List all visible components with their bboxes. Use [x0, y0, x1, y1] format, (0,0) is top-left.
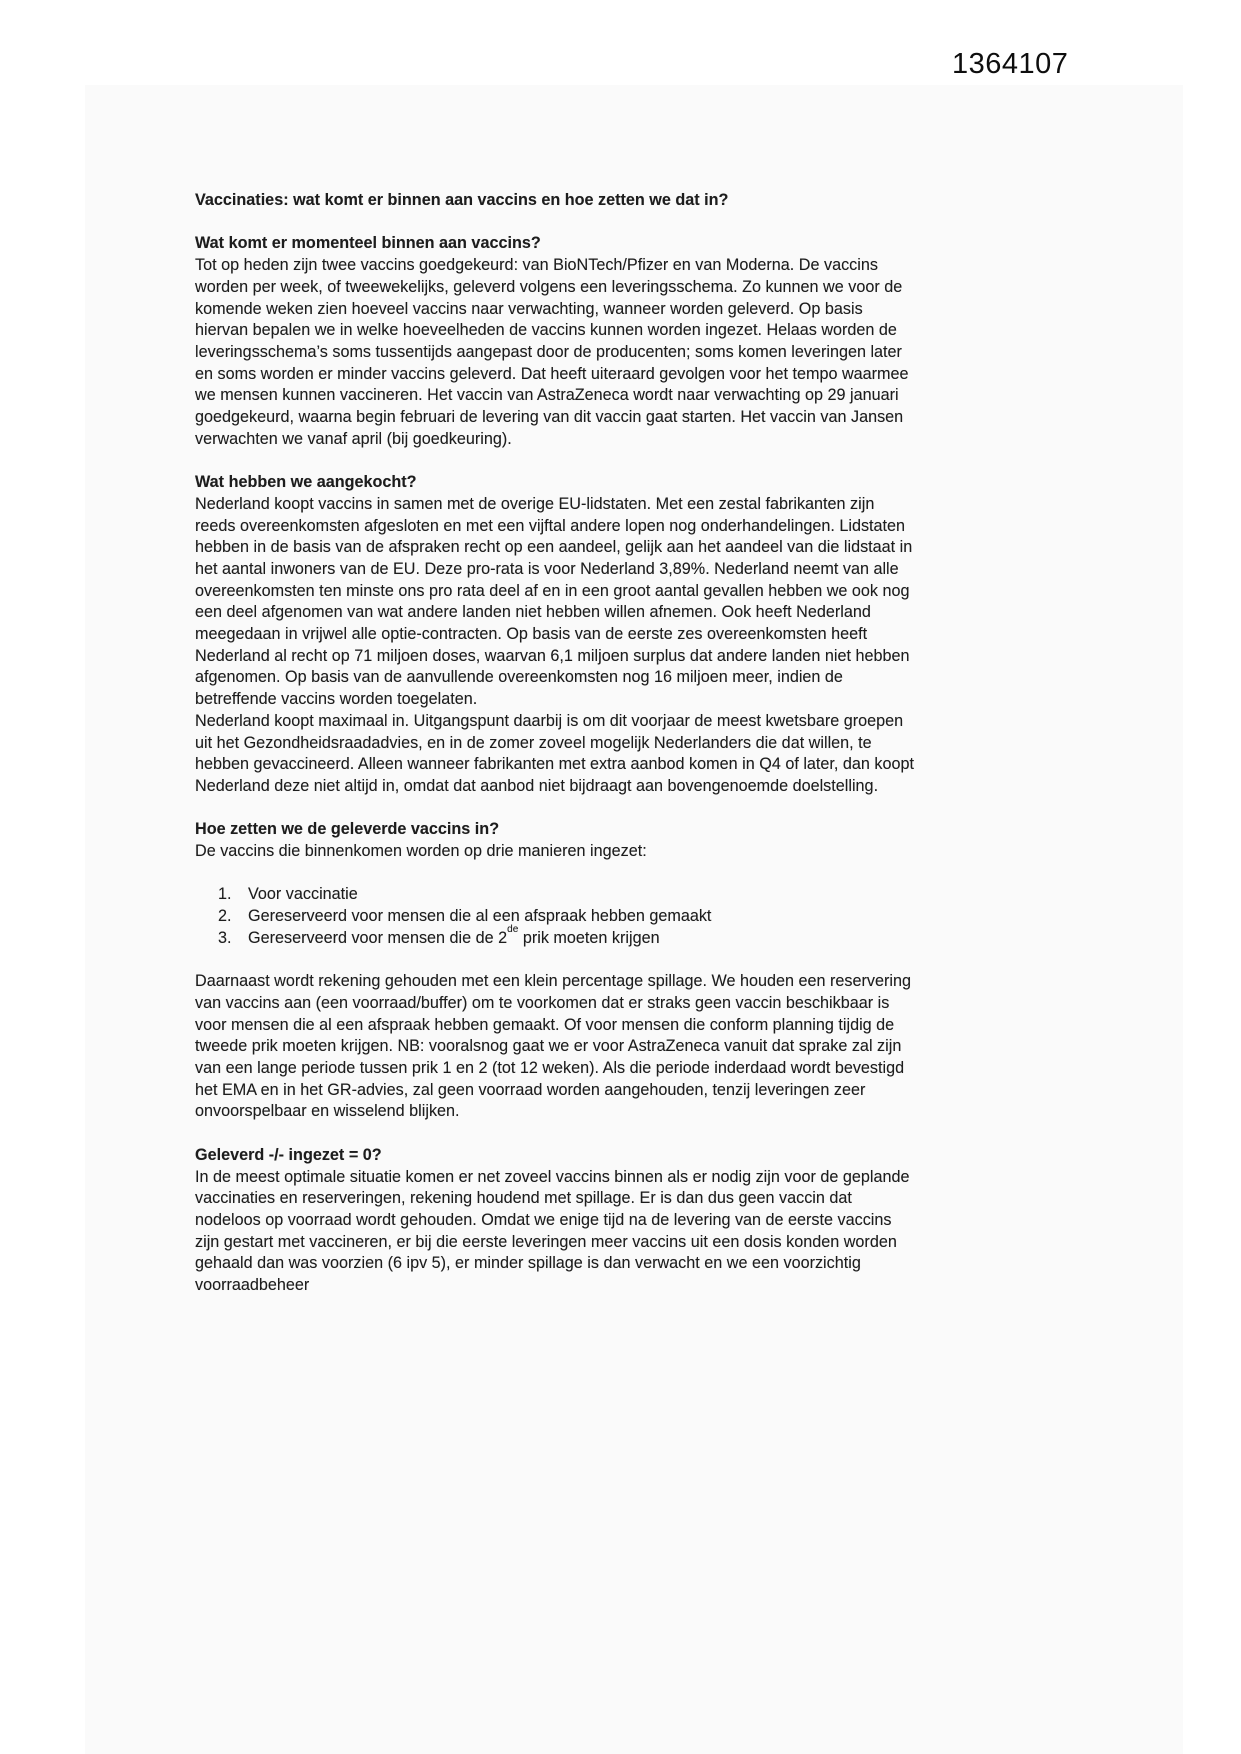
document-content [195, 190, 919, 1297]
section-heading-inzet: Hoe zetten we de geleverde vaccins in? [195, 820, 500, 839]
paragraph-aangekocht-2: Nederland koopt maximaal in. Uitgangspunt daarbij is om dit voorjaar de meest kwetsbare groepen uit het Gezondheidsraadadvies, en in de zomer zoveel mogelijk Nederlanders die dat willen, te hebben gevaccineerd. Alleen wanneer fabrikanten met extra aanbod komen in Q4 of later, dan koopt Nederland deze niet altijd in, omdat dat aanbod niet bijdraagt aan bovengenoemde doelstelling. [195, 711, 915, 795]
list-item [195, 884, 919, 906]
numbered-list [195, 884, 919, 949]
paragraph-binnenkomende-vaccins: Tot op heden zijn twee vaccins goedgekeurd: van BioNTech/Pfizer en van Moderna. De vaccins worden per week, of tweewekelijks, geleverd volgens een leveringsschema. Zo kunnen we voor de komende weken zien hoeveel vaccins naar verwachting, wanneer worden geleverd. Op basis hiervan bepalen we in welke hoeveelheden de vaccins kunnen worden ingezet. Helaas worden de leveringsschema’s soms tussentijds aangepast door de producenten; soms komen leveringen later en soms worden er minder vaccins geleverd. Dat heeft uiteraard gevolgen voor het tempo waarmee we mensen kunnen vaccineren. Het vaccin van AstraZeneca wordt naar verwachting op 29 januari goedgekeurd, waarna begin februari de levering van dit vaccin gaat starten. Het vaccin van Jansen verwachten we vanaf april (bij goedkeuring). [195, 256, 909, 448]
document-title: Vaccinaties: wat komt er binnen aan vaccins en hoe zetten we dat in? [195, 191, 729, 209]
list-item [195, 906, 919, 928]
paragraph-inzet-intro: De vaccins die binnenkomen worden op drie manieren ingezet: [195, 842, 647, 861]
list-item-text [248, 923, 919, 950]
list-item-text: Voor vaccinatie [248, 885, 358, 904]
paragraph-spillage-buffer: Daarnaast wordt rekening gehouden met een klein percentage spillage. We houden een reservering van vaccins aan (een voorraad/buffer) om te voorkomen dat er straks geen vaccin beschikbaar is voor mensen die al een afspraak hebben gemaakt. Of voor mensen die conform planning tijdig de tweede prik moeten krijgen. NB: vooralsnog gaat we er voor AstraZeneca vanuit dat sprake zal zijn van een lange periode tussen prik 1 en 2 (tot 12 weken). Als die periode inderdaad wordt bevestigd het EMA en in het GR-advies, zal geen voorraad worden aangehouden, tenzij leveringen zeer onvoorspelbaar en wisselend blijken. [195, 972, 912, 1121]
paragraph-aangekocht-1: Nederland koopt vaccins in samen met de overige EU-lidstaten. Met een zestal fabrikanten zijn reeds overeenkomsten afgesloten en met een vijftal andere lopen nog onderhandelingen. Lidstaten hebben in de basis van de afspraken recht op een aandeel, gelijk aan het aandeel van die lidstaat in het aantal inwoners van de EU. Deze pro-rata is voor Nederland 3,89%. Nederland neemt van alle overeenkomsten ten minste ons pro rata deel af en in een groot aantal gevallen hebben we ook nog een deel afgenomen van wat andere landen niet hebben willen afnemen. Ook heeft Nederland meegedaan in vrijwel alle optie-contracten. Op basis van de eerste zes overeenkomsten heeft Nederland al recht op 71 miljoen doses, waarvan 6,1 miljoen surplus dat andere landen niet hebben afgenomen. Op basis van de aanvullende overeenkomsten nog 16 miljoen meer, indien de betreffende vaccins worden toegelaten. [195, 494, 913, 709]
paragraph-geleverd-ingezet: In de meest optimale situatie komen er net zoveel vaccins binnen als er nodig zijn voor de geplande vaccinaties en reserveringen, rekening houdend met spillage. Er is dan dus geen vaccin dat nodeloos op voorraad wordt gehouden. Omdat we enige tijd na de levering van de eerste vaccins zijn gestart met vaccineren, er bij die eerste leveringen meer vaccins uit een dosis konden worden gehaald dan was voorzien (6 ipv 5), er minder spillage is dan verwacht en we een voorzichtig voorraadbeheer [195, 1167, 910, 1295]
section-heading-aangekocht: Wat hebben we aangekocht? [195, 473, 417, 492]
document-number: 1364107 [952, 48, 1069, 80]
superscript-ordinal: de [507, 923, 519, 935]
list-item-text: Gereserveerd voor mensen die al een afspraak hebben gemaakt [248, 907, 712, 926]
list-item [195, 923, 919, 950]
section-heading-geleverd-ingezet: Geleverd -/- ingezet = 0? [195, 1145, 382, 1164]
list-item-text-pre: Gereserveerd voor mensen die de 2 [248, 928, 508, 947]
list-item-marker: 1. [218, 885, 232, 904]
list-item-text-post: prik moeten krijgen [518, 928, 660, 947]
list-item-marker: 2. [218, 907, 232, 926]
section-heading-binnenkomende-vaccins: Wat komt er momenteel binnen aan vaccins? [195, 234, 541, 253]
list-item-marker: 3. [218, 928, 232, 947]
